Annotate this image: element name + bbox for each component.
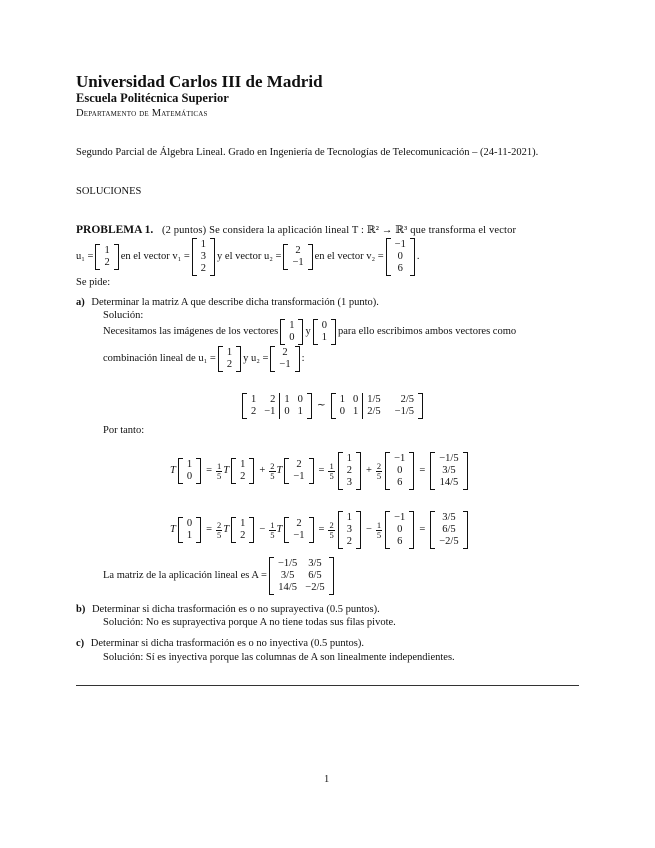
se-pide: Se pide: [76, 277, 111, 288]
u1-label: u₁ = [76, 250, 94, 262]
page-number: 1 [324, 774, 330, 785]
problem-heading [76, 224, 516, 237]
part-a-text-line2: combinación lineal de u₁ = 1 2 y u₂ = 2 −1 : [103, 347, 305, 370]
part-b-answer: Solución: No es suprayectiva porque A no tiene todas sus filas pivote. [103, 617, 396, 628]
equation-2: T 0 1 = $\frac{2}{5}$ T 1 2 − $\frac{1}{5}$ T 2 −1 = $\frac{2}{5}$ 1 3 2 − $\frac{1}{5}$ −1 0 6 = 3/5 6/5 −2/5 [170, 507, 470, 553]
equation-1-result: −1/5 3/5 14/5 [430, 452, 467, 490]
horizontal-rule [76, 685, 579, 686]
part-a-text-line1: Necesitamos las imágenes de los vectores 1 0 y 0 1 para ello escribimos ambos vectores como [103, 320, 517, 343]
u2-label: y el vector u₂ = [217, 250, 282, 262]
part-c-label: c) [76, 638, 85, 649]
tilde-symbol: ∼ [316, 399, 326, 411]
part-c-question: c) Determinar si dicha trasformación es o no inyectiva (0.5 puntos). [76, 638, 365, 649]
matrix-a-line: La matriz de la aplicación lineal es A = −1/5 3/5 14/5 3/5 6/5 −2/5 [103, 553, 336, 599]
v1-vector: 1 3 2 [192, 238, 215, 276]
part-a-label: a) [76, 297, 85, 308]
problem-statement-line1: (2 puntos) Se considera la aplicación lineal T : ℝ² → ℝ³ que transforma el vector [161, 225, 517, 236]
part-a-solution-label: Solución: [103, 310, 144, 321]
solutions-label: SOLUCIONES [76, 186, 142, 197]
row-reduction [240, 391, 425, 421]
v2-label: en el vector v₂ = [314, 250, 384, 262]
matrix-a: −1/5 3/5 14/5 3/5 6/5 −2/5 [269, 557, 334, 595]
v1-label: en el vector v₁ = [120, 250, 190, 262]
university-title: Universidad Carlos III de Madrid [76, 72, 323, 91]
augmented-matrix-right: 1 0 0 1 1/5 2/5 2/5 −1/5 [331, 393, 423, 419]
u1-vector: 1 2 [95, 244, 118, 270]
department-name: Departamento de Matemáticas [76, 108, 208, 119]
problem-vectors-line: u₁ = 1 2 en el vector v₁ = 1 3 2 y el vector u₂ = 2 −1 en el vector v₂ = −1 0 6 . [76, 239, 420, 274]
por-tanto: Por tanto: [103, 425, 145, 436]
part-b-question: b) Determinar si dicha trasformación es o no suprayectiva (0.5 puntos). [76, 604, 380, 615]
part-a-question: a) Determinar la matriz A que describe dicha transformación (1 punto). [76, 297, 379, 308]
exam-line: Segundo Parcial de Álgebra Lineal. Grado en Ingeniería de Tecnologías de Telecomunicación – (24-11-2021). [76, 147, 539, 158]
e1-vector: 1 0 [280, 319, 303, 345]
equation-1: T 1 0 = $\frac{1}{5}$ T 1 2 + $\frac{2}{5}$ T 2 −1 = $\frac{1}{5}$ 1 2 3 + $\frac{2}{5}$ −1 0 6 = −1/5 3/5 14/5 [170, 448, 470, 494]
part-c-answer: Solución: Sí es inyectiva porque las columnas de A son linealmente independientes. [103, 652, 455, 663]
augmented-matrix-left: 1 2 2 −1 1 0 0 1 [242, 393, 312, 419]
e2-vector: 0 1 [313, 319, 336, 345]
u2-vector-a: 2 −1 [270, 346, 299, 372]
part-b-label: b) [76, 604, 86, 615]
u2-vector: 2 −1 [283, 244, 312, 270]
u1-vector-a: 1 2 [218, 346, 241, 372]
problem-label: PROBLEMA 1. [76, 224, 154, 236]
equation-2-result: 3/5 6/5 −2/5 [430, 511, 467, 549]
v2-vector: −1 0 6 [386, 238, 415, 276]
school-name: Escuela Politécnica Superior [76, 91, 229, 105]
